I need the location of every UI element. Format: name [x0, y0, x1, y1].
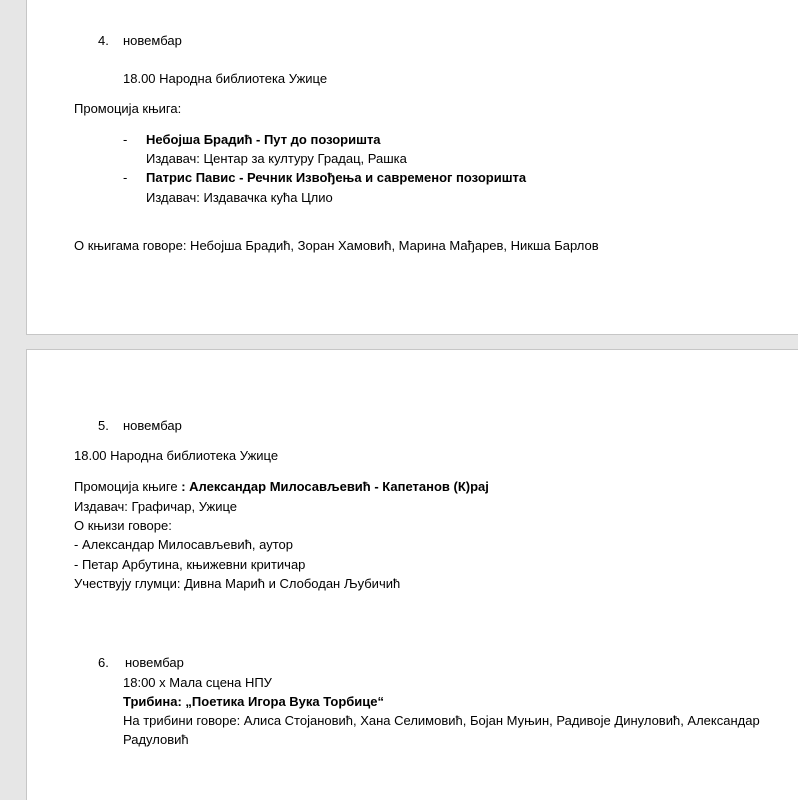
book-1-title: Небојша Брадић - Пут до позоришта — [146, 132, 381, 147]
item-6-time-place: 18:00 х Мала сцена НПУ — [123, 675, 272, 690]
item-5-promo-prefix: Промоција књиге — [74, 479, 182, 494]
book-2-bullet: - — [123, 170, 128, 185]
book-1-bullet: - — [123, 132, 128, 147]
book-1-publisher: Издавач: Центар за културу Градац, Рашка — [146, 151, 407, 166]
item-6-speakers-line-1: На трибини говоре: Алиса Стојановић, Хана Селимовић, Бојан Муњин, Радивоје Динуловић, Александар — [123, 713, 760, 728]
item-5-publisher: Издавач: Графичар, Ужице — [74, 499, 238, 514]
item-6-number: 6. — [98, 655, 109, 670]
book-2-publisher: Издавач: Издавачка кућа Цлио — [146, 190, 333, 205]
promo-label: Промоција књига: — [74, 101, 182, 116]
item-6-speakers-line-2: Радуловић — [123, 732, 189, 747]
item-5-date: новембар — [123, 418, 182, 433]
item-5-number: 5. — [98, 418, 109, 433]
item-5-speaker-2: - Петар Арбутина, књижевни критичар — [74, 557, 306, 572]
item-4-date: новембар — [123, 33, 182, 48]
item-5-speakers-label: О књизи говоре: — [74, 518, 172, 533]
item-4-speakers: О књигама говоре: Небојша Брадић, Зоран Хамовић, Марина Мађарев, Никша Барлов — [74, 238, 599, 253]
book-2-title: Патрис Павис - Речник Извођења и савременог позоришта — [146, 170, 527, 185]
item-6-tribina-title: Трибина: „Поетика Игора Вука Торбице“ — [123, 694, 384, 709]
document-page-1 — [26, 0, 798, 335]
item-5-actors: Учествују глумци: Дивна Марић и Слободан Љубичић — [74, 576, 401, 591]
item-5-promo-title: : Александар Милосављевић - Капетанов (К)рај — [181, 479, 489, 494]
document-page-2 — [26, 349, 798, 800]
item-5-speaker-1: - Александар Милосављевић, аутор — [74, 537, 294, 552]
item-4-number: 4. — [98, 33, 109, 48]
item-5-promo — [74, 479, 489, 495]
item-4-time-place: 18.00 Народна библиотека Ужице — [123, 71, 328, 86]
item-6-date: новембар — [125, 655, 184, 670]
item-5-time-place: 18.00 Народна библиотека Ужице — [74, 448, 279, 463]
